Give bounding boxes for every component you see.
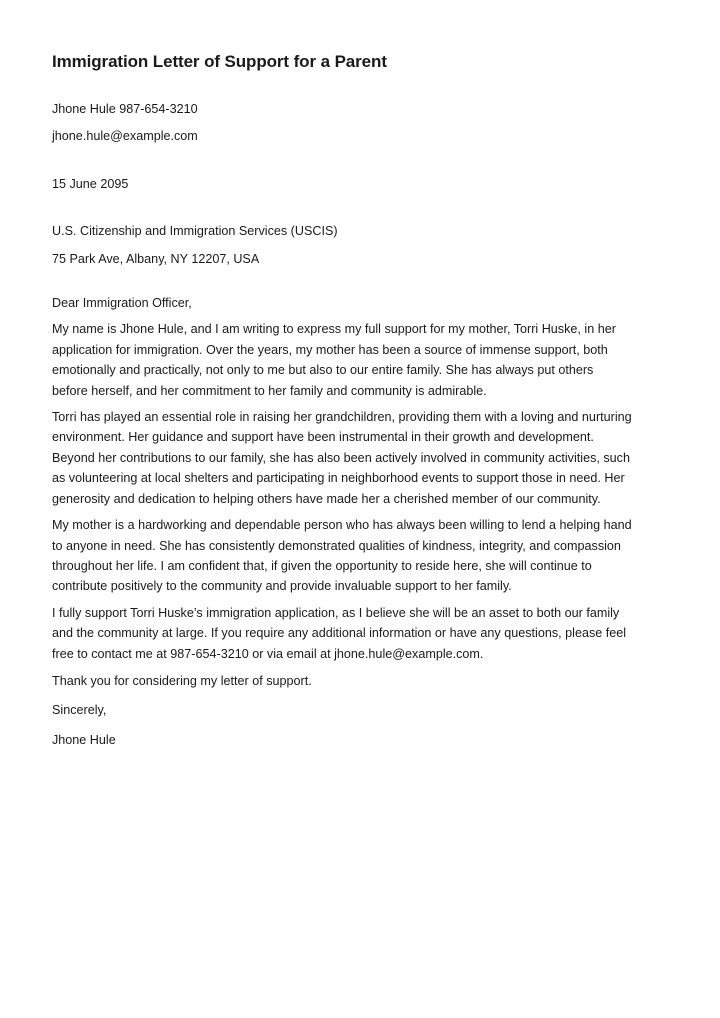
recipient-agency: U.S. Citizenship and Immigration Services (USCIS)	[52, 224, 338, 239]
body-paragraph	[52, 407, 702, 509]
paragraph-line: to anyone in need. She has consistently demonstrated qualities of kindness, integrity, and compassion	[52, 538, 621, 553]
paragraph-line: My mother is a hardworking and dependable person who has always been willing to lend a helping hand	[52, 518, 632, 533]
paragraph-line: contribute positively to the community and provide invaluable support to her family.	[52, 579, 512, 594]
paragraph-line: free to contact me at 987-654-3210 or via email at jhone.hule@example.com.	[52, 646, 484, 661]
body-paragraph	[52, 603, 702, 664]
body-paragraph	[52, 319, 702, 401]
salutation: Dear Immigration Officer,	[52, 296, 192, 311]
paragraph-line: generosity and dedication to helping others have made her a cherished member of our community.	[52, 491, 601, 506]
paragraph-line: as volunteering at local shelters and participating in neighborhood events to support those in need. Her	[52, 471, 625, 486]
letter-title: Immigration Letter of Support for a Parent	[52, 52, 387, 71]
closing-line: Sincerely,	[52, 703, 107, 718]
paragraph-line: Beyond her contributions to our family, she has also been actively involved in community activities, such	[52, 450, 630, 465]
paragraph-line: application for immigration. Over the years, my mother has been a source of immense support, both	[52, 342, 608, 357]
sender-name-phone: Jhone Hule 987-654-3210	[52, 102, 198, 116]
paragraph-line: and the community at large. If you require any additional information or have any questions, please feel	[52, 626, 627, 641]
paragraph-line: before herself, and her commitment to her family and community is admirable.	[52, 383, 487, 398]
sender-email: jhone.hule@example.com	[52, 129, 198, 144]
body-paragraph	[52, 515, 702, 597]
paragraph-line: I fully support Torri Huske’s immigration application, as I believe she will be an asset to both our family	[52, 605, 620, 620]
paragraph-line: throughout her life. I am confident that, if given the opportunity to reside here, she will continue to	[52, 558, 592, 573]
paragraph-line: emotionally and practically, not only to me but also to our entire family. She has always put others	[52, 363, 594, 378]
letter-page	[52, 50, 702, 750]
recipient-address: 75 Park Ave, Albany, NY 12207, USA	[52, 251, 260, 266]
paragraph-line: My name is Jhone Hule, and I am writing to express my full support for my mother, Torri Huske, in her	[52, 322, 616, 337]
letter-date: 15 June 2095	[52, 176, 129, 191]
signature-name: Jhone Hule	[52, 732, 116, 747]
thanks-line: Thank you for considering my letter of support.	[52, 673, 312, 688]
paragraph-line: environment. Her guidance and support have been instrumental in their growth and development.	[52, 430, 594, 445]
paragraph-line: Torri has played an essential role in raising her grandchildren, providing them with a loving and nurturing	[52, 410, 632, 425]
